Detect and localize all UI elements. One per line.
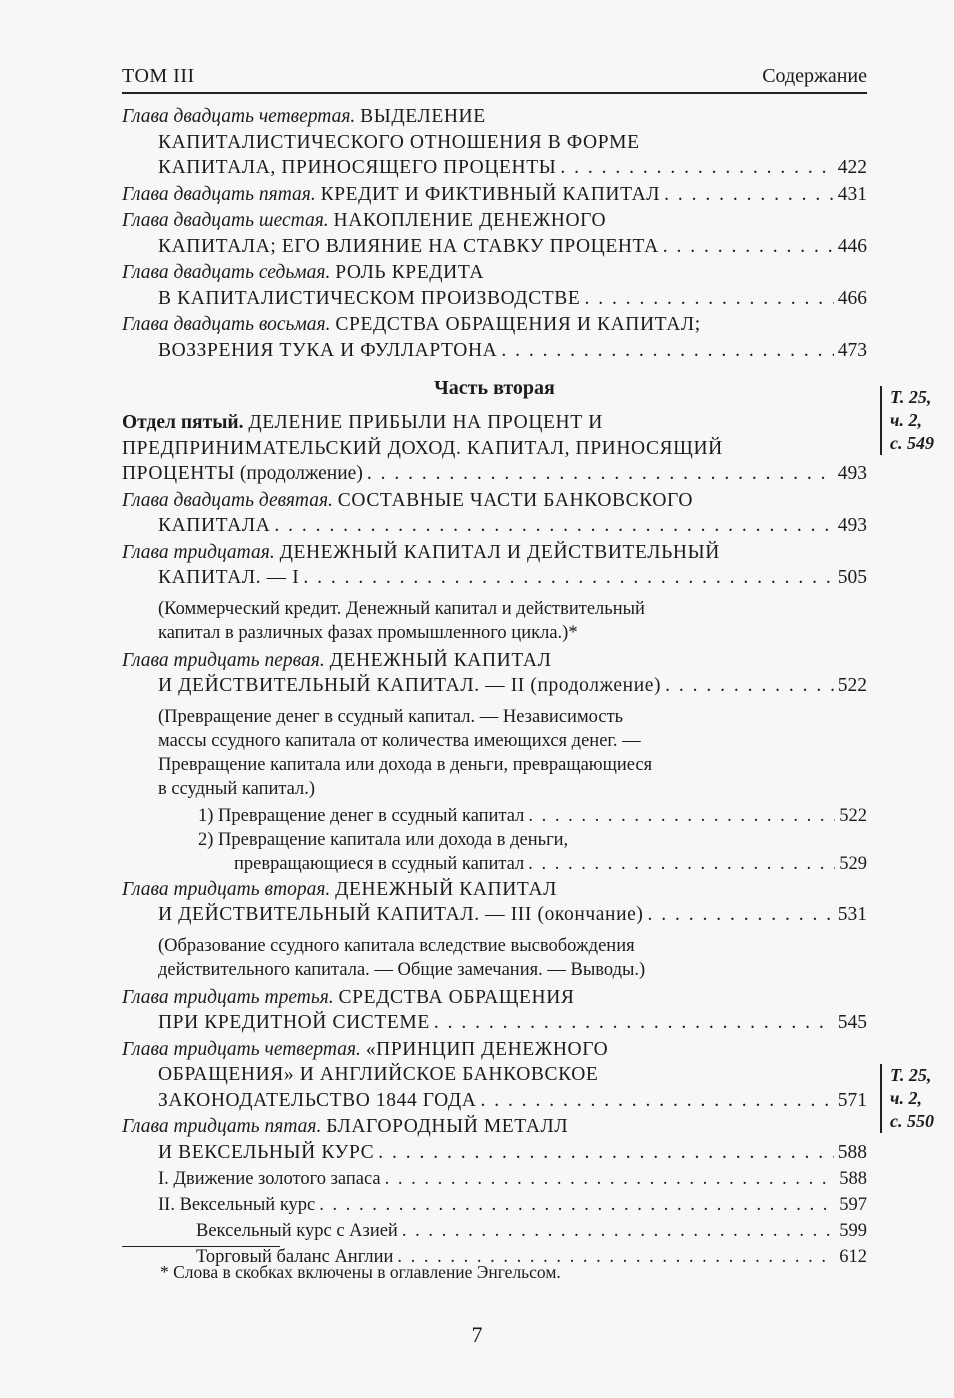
chapter-label: Глава тридцать вторая. [122, 878, 331, 900]
chapter-title: СРЕДСТВА ОБРАЩЕНИЯ [338, 986, 575, 1008]
margin-reference-2 [880, 1064, 954, 1133]
margin-reference-1 [880, 386, 954, 455]
section-note: (продолжение) [239, 463, 363, 484]
page-number: 446 [837, 235, 867, 257]
annotation-line: в ссудный капитал.) [158, 778, 316, 799]
subsection-1[interactable] [122, 804, 867, 828]
toc-entry-ch31[interactable] [122, 648, 867, 876]
chapter-title-cont: ОБРАЩЕНИЯ» И АНГЛИЙСКОЕ БАНКОВСКОЕ [158, 1064, 599, 1085]
page-number: 422 [837, 157, 867, 178]
chapter-title-cont: КАПИТАЛИСТИЧЕСКОГО ОТНОШЕНИЯ В ФОРМЕ [158, 131, 640, 153]
annotation-line: (Коммерческий кредит. Денежный капитал и действительный [158, 598, 645, 619]
page-number: 431 [837, 183, 867, 205]
chapter-title: «ПРИНЦИП ДЕНЕЖНОГО [365, 1038, 609, 1060]
toc-entry-ch24[interactable] [122, 104, 867, 181]
section-title: Содержание [762, 65, 867, 87]
chapter-label: Глава двадцать седьмая. [122, 262, 331, 283]
margin-ref-line: с. 549 [890, 433, 934, 453]
page-number: 545 [837, 1012, 867, 1033]
toc-entry-ch30[interactable] [122, 540, 867, 645]
page-number: 612 [839, 1247, 867, 1267]
chapter-title: ДЕНЕЖНЫЙ КАПИТАЛ [329, 649, 552, 671]
page-number: 599 [839, 1221, 867, 1241]
dot-leader [303, 565, 833, 591]
dot-leader [274, 513, 833, 539]
chapter-title: ДЕНЕЖНЫЙ КАПИТАЛ И ДЕЙСТВИТЕЛЬНЫЙ [279, 541, 720, 563]
annotation-line: капитал в различных фазах промышленного цикла.)* [158, 622, 578, 643]
dot-leader [402, 1219, 835, 1243]
subsection-2[interactable] [122, 852, 867, 876]
chapter-title-cont: ВОЗЗРЕНИЯ ТУКА И ФУЛЛАРТОНА [158, 339, 498, 361]
page-number: 466 [837, 287, 867, 309]
section-title: ДЕЛЕНИЕ ПРИБЫЛИ НА ПРОЦЕНТ И [248, 412, 603, 433]
chapter-title-cont: КАПИТАЛА, ПРИНОСЯЩЕГО ПРОЦЕНТЫ [158, 157, 557, 178]
subsection-II[interactable] [122, 1193, 867, 1217]
dot-leader [560, 155, 833, 181]
dot-leader [647, 902, 833, 928]
dot-leader [663, 234, 834, 260]
chapter-label: Глава двадцать восьмая. [122, 314, 331, 335]
chapter-title-cont: КАПИТАЛ. — I [158, 567, 300, 588]
subsection-title: Торговый баланс Англии [196, 1247, 394, 1267]
section-title-cont: ПРОЦЕНТЫ [122, 463, 236, 484]
chapter-label: Глава тридцать третья. [122, 986, 334, 1008]
chapter-label: Глава двадцать пятая. [122, 183, 316, 205]
chapter-label: Глава двадцать шестая. [122, 210, 329, 231]
section-label: Отдел пятый. [122, 412, 244, 433]
subsection-title: II. Вексельный курс [158, 1195, 316, 1215]
chapter-label: Глава двадцать четвертая. [122, 106, 356, 127]
page-number-footer: 7 [471, 1322, 483, 1347]
subsection-title-cont: превращающиеся в ссудный капитал [234, 853, 525, 874]
chapter-title: ДЕНЕЖНЫЙ КАПИТАЛ [335, 878, 557, 900]
chapter-title: РОЛЬ КРЕДИТА [335, 262, 485, 283]
footnote-divider [122, 1246, 280, 1247]
margin-ref-line: ч. 2, [890, 1088, 922, 1108]
chapter-title: СРЕДСТВА ОБРАЩЕНИЯ И КАПИТАЛ; [335, 314, 701, 335]
toc-entry-ch25[interactable] [122, 182, 867, 208]
section-title-cont: ПРЕДПРИНИМАТЕЛЬСКИЙ ДОХОД. КАПИТАЛ, ПРИНОСЯЩИЙ [122, 437, 723, 459]
subsection-title: 1) Превращение денег в ссудный капитал [198, 805, 525, 826]
chapter-label: Глава тридцать пятая. [122, 1116, 322, 1137]
chapter-annotation [122, 934, 867, 982]
running-header [122, 62, 867, 94]
annotation-line: (Образование ссудного капитала вследствие высвобождения [158, 935, 635, 956]
subsection-title[interactable]: 2) Превращение капитала или дохода в деньги, [198, 829, 569, 850]
margin-ref-line: с. 550 [890, 1111, 934, 1131]
subsection-title: I. Движение золотого запаса [158, 1169, 381, 1189]
page-number: 571 [837, 1089, 867, 1111]
chapter-title-cont: В КАПИТАЛИСТИЧЕСКОМ ПРОИЗВОДСТВЕ [158, 287, 581, 309]
toc-entry-ch34[interactable] [122, 1037, 867, 1114]
dot-leader [501, 338, 833, 364]
chapter-title-cont: И ДЕЙСТВИТЕЛЬНЫЙ КАПИТАЛ. — II (продолжение) [158, 675, 662, 696]
part-heading: Часть вторая [434, 377, 555, 399]
dot-leader [434, 1010, 834, 1036]
dot-leader [385, 1167, 836, 1191]
chapter-title: НАКОПЛЕНИЕ ДЕНЕЖНОГО [333, 210, 607, 231]
chapter-title-cont: ПРИ КРЕДИТНОЙ СИСТЕМЕ [158, 1012, 430, 1033]
page-number: 597 [839, 1195, 867, 1215]
page-number: 493 [837, 515, 867, 536]
toc-entry-ch27[interactable] [122, 260, 867, 311]
page-number: 588 [839, 1169, 867, 1189]
margin-ref-line: Т. 25, [890, 1065, 932, 1085]
page-number: 493 [837, 463, 867, 484]
page-number: 522 [837, 675, 867, 696]
page-number: 588 [837, 1141, 867, 1163]
dot-leader [584, 286, 833, 312]
toc-entry-ch33[interactable] [122, 985, 867, 1036]
toc-entry-section5[interactable] [122, 410, 867, 487]
chapter-title-cont: И ДЕЙСТВИТЕЛЬНЫЙ КАПИТАЛ. — III (окончание) [158, 904, 644, 925]
chapter-label: Глава тридцать первая. [122, 649, 325, 671]
chapter-annotation [122, 597, 867, 645]
dot-leader [378, 1140, 834, 1166]
page-number: 529 [839, 853, 867, 874]
chapter-title-cont: КАПИТАЛА; ЕГО ВЛИЯНИЕ НА СТАВКУ ПРОЦЕНТА [158, 235, 659, 257]
chapter-title: КРЕДИТ И ФИКТИВНЫЙ КАПИТАЛ [320, 183, 661, 205]
subsection-title: Вексельный курс с Азией [196, 1221, 398, 1241]
margin-ref-line: ч. 2, [890, 410, 922, 430]
annotation-line: действительного капитала. — Общие замечания. — Выводы.) [158, 959, 646, 980]
toc-entry-ch29[interactable] [122, 488, 867, 539]
chapter-title-cont: КАПИТАЛА [158, 515, 271, 536]
annotation-line: массы ссудного капитала от количества имеющихся денег. — [158, 730, 641, 751]
dot-leader [367, 461, 834, 487]
margin-ref-line: Т. 25, [890, 387, 932, 407]
chapter-label: Глава двадцать девятая. [122, 489, 333, 511]
table-of-contents [122, 104, 867, 1270]
dot-leader [528, 852, 835, 876]
chapter-title: БЛАГОРОДНЫЙ МЕТАЛЛ [326, 1116, 569, 1137]
chapter-label: Глава тридцать четвертая. [122, 1038, 361, 1060]
volume-label: ТОМ III [122, 65, 195, 87]
footnote: * Слова в скобках включены в оглавление Энгельсом. [160, 1262, 561, 1282]
toc-entry-ch32[interactable] [122, 877, 867, 982]
dot-leader [664, 182, 834, 208]
chapter-title-cont: И ВЕКСЕЛЬНЫЙ КУРС [158, 1141, 375, 1163]
toc-entry-ch26[interactable] [122, 208, 867, 259]
subsection-asia[interactable] [122, 1219, 867, 1243]
dot-leader [528, 804, 835, 828]
chapter-annotation [122, 705, 867, 801]
toc-entry-ch28[interactable] [122, 312, 867, 363]
annotation-line: (Превращение денег в ссудный капитал. — Независимость [158, 706, 624, 727]
dot-leader [480, 1088, 833, 1114]
page-number: 473 [837, 339, 867, 361]
subsection-I[interactable] [122, 1167, 867, 1191]
chapter-title: ВЫДЕЛЕНИЕ [360, 106, 486, 127]
dot-leader [319, 1193, 835, 1217]
chapter-label: Глава тридцатая. [122, 541, 275, 563]
page-number: 531 [837, 904, 867, 925]
page-number: 522 [839, 805, 867, 826]
page-number: 505 [837, 567, 867, 588]
chapter-title: СОСТАВНЫЕ ЧАСТИ БАНКОВСКОГО [337, 489, 694, 511]
annotation-line: Превращение капитала или дохода в деньги, превращающиеся [158, 754, 653, 775]
chapter-title-cont: ЗАКОНОДАТЕЛЬСТВО 1844 ГОДА [158, 1089, 477, 1111]
dot-leader [665, 673, 834, 699]
